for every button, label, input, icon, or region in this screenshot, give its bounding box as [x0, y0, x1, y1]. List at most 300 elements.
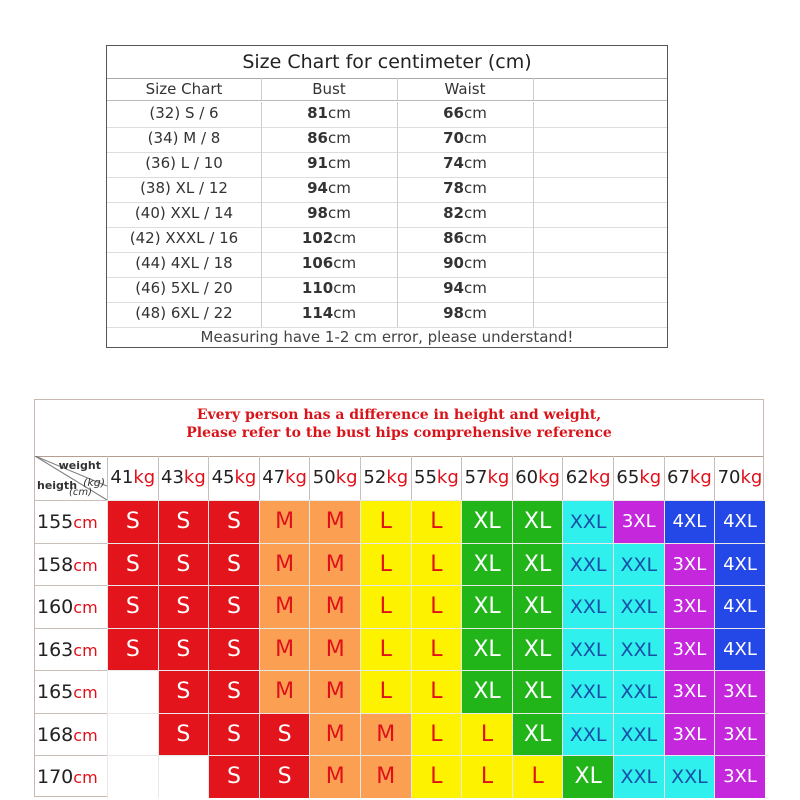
- height-header-cell: [35, 585, 107, 628]
- weight-unit: kg: [183, 467, 206, 488]
- size-label: 4XL: [723, 596, 757, 617]
- height-header-cell: [35, 543, 107, 586]
- weight-unit: kg: [689, 467, 712, 488]
- size-cell: [461, 755, 512, 798]
- measuring-note: Measuring have 1-2 cm error, please understand!: [200, 328, 574, 346]
- size-cell: [107, 543, 158, 586]
- size-chart-cm-table: [106, 45, 668, 348]
- size-cell: [613, 755, 664, 798]
- table-row: [107, 202, 667, 228]
- waist-cell: [397, 252, 534, 277]
- corner-cm-label: (cm): [69, 487, 93, 498]
- size-label: M: [275, 594, 295, 619]
- size-label: L: [480, 764, 494, 789]
- size-label: L: [531, 764, 544, 789]
- size-cell: [512, 755, 563, 798]
- notice-banner: [35, 400, 763, 457]
- size-label-cell: (40) XXL / 14: [107, 202, 262, 227]
- weight-value: 41: [110, 467, 134, 488]
- waist-cell: [397, 277, 534, 302]
- size-cell: [613, 585, 664, 628]
- size-label-cell: (48) 6XL / 22: [107, 302, 262, 327]
- weight-header-cell: [309, 456, 360, 500]
- size-label: M: [275, 636, 295, 662]
- size-cell: [562, 628, 613, 671]
- size-label: M: [275, 509, 295, 534]
- size-label: 3XL: [672, 723, 707, 745]
- size-label: XL: [473, 594, 501, 619]
- size-label: S: [176, 636, 191, 662]
- size-cell: [411, 543, 462, 586]
- corner-kg-label: (kg): [83, 476, 105, 489]
- waist-value: 86: [443, 229, 464, 247]
- header-empty: [533, 78, 668, 100]
- size-cell: [158, 500, 209, 543]
- empty-cell: [533, 202, 668, 227]
- size-label: XL: [473, 509, 501, 534]
- waist-value: 70: [443, 129, 464, 147]
- table-row: [107, 127, 667, 153]
- table-row: [107, 277, 667, 303]
- table-row: [107, 152, 667, 178]
- waist-value: 98: [443, 304, 464, 322]
- bust-unit: cm: [328, 104, 351, 122]
- waist-cell: [397, 177, 534, 202]
- bust-unit: cm: [333, 304, 357, 322]
- waist-value: 82: [443, 204, 464, 222]
- size-cell: [309, 755, 360, 798]
- waist-unit: cm: [464, 154, 487, 172]
- weight-value: 47: [262, 467, 286, 488]
- size-cell: [664, 543, 715, 586]
- weight-value: 50: [312, 467, 336, 488]
- size-label-cell: (32) S / 6: [107, 102, 262, 127]
- size-cell: [411, 500, 462, 543]
- size-cell: [360, 500, 411, 543]
- height-unit: cm: [73, 513, 98, 532]
- size-cell: [259, 713, 310, 756]
- size-label: 3XL: [672, 596, 707, 617]
- size-label: S: [227, 721, 241, 747]
- waist-cell: [397, 127, 534, 152]
- size-label: S: [227, 764, 241, 789]
- weight-unit: kg: [436, 467, 459, 488]
- height-header-cell: [35, 755, 107, 798]
- weight-unit: kg: [588, 467, 611, 488]
- bust-cell: [261, 302, 398, 327]
- size-cell: [714, 670, 765, 713]
- corner-weight-label: weight: [58, 459, 101, 472]
- size-label: L: [379, 551, 392, 577]
- size-label: XL: [473, 551, 501, 577]
- size-label: M: [275, 679, 295, 704]
- size-cell: [461, 670, 512, 713]
- size-label: S: [176, 721, 191, 747]
- bust-value: 106: [301, 254, 334, 272]
- size-cell: [107, 670, 158, 713]
- height-value: 163: [37, 638, 74, 661]
- size-label: XXL: [569, 723, 607, 746]
- size-label: L: [430, 764, 443, 789]
- size-cell: [360, 585, 411, 628]
- size-cell: [158, 713, 209, 756]
- weight-value: 43: [161, 467, 184, 488]
- weight-value: 70: [717, 467, 741, 488]
- size-cell: [512, 500, 563, 543]
- waist-unit: cm: [464, 229, 487, 247]
- bust-cell: [261, 202, 398, 227]
- size-cell: [613, 500, 664, 543]
- size-label: XL: [523, 551, 552, 577]
- size-cell: [259, 585, 310, 628]
- size-label: S: [277, 764, 292, 789]
- size-label: 4XL: [672, 511, 707, 532]
- height-unit: cm: [73, 683, 98, 702]
- weight-unit: kg: [234, 467, 257, 488]
- size-cell: [562, 670, 613, 713]
- weight-unit: kg: [133, 467, 156, 488]
- size-label: XXL: [620, 553, 658, 576]
- size-label: M: [275, 551, 295, 577]
- size-cell: [461, 543, 512, 586]
- height-header-cell: [35, 500, 107, 543]
- bust-unit: cm: [333, 229, 357, 247]
- size-label: 3XL: [672, 553, 707, 575]
- weight-value: 62: [565, 467, 589, 488]
- waist-value: 74: [443, 154, 464, 172]
- size-cell: [107, 500, 158, 543]
- size-label: XXL: [620, 596, 658, 618]
- bust-unit: cm: [328, 154, 351, 172]
- bust-value: 98: [307, 204, 328, 222]
- size-cell: [714, 543, 765, 586]
- size-cell: [158, 755, 209, 798]
- corner-height-label: heigth: [37, 479, 78, 492]
- size-label: XXL: [671, 766, 708, 788]
- size-cell: [664, 755, 715, 798]
- size-cell: [411, 713, 462, 756]
- bust-cell: [261, 127, 398, 152]
- size-label: S: [176, 509, 191, 534]
- size-cell: [714, 500, 765, 543]
- size-cell: [208, 543, 259, 586]
- size-label: 3XL: [723, 766, 757, 787]
- size-cell: [259, 670, 310, 713]
- waist-cell: [397, 227, 534, 252]
- size-label: 3XL: [723, 681, 757, 702]
- size-label: 3XL: [672, 681, 707, 702]
- size-label: S: [227, 679, 241, 704]
- weight-header-cell: [512, 456, 563, 500]
- size-label: L: [379, 679, 392, 704]
- size-label: 4XL: [723, 511, 757, 532]
- weight-unit: kg: [386, 467, 409, 488]
- height-unit: cm: [73, 598, 98, 617]
- size-cell: [208, 670, 259, 713]
- size-cell: [461, 713, 512, 756]
- table-row: [107, 177, 667, 203]
- weight-unit: kg: [538, 467, 560, 488]
- empty-cell: [533, 177, 668, 202]
- size-cell: [411, 585, 462, 628]
- size-cell: [664, 585, 715, 628]
- weight-header-cell: [461, 456, 512, 500]
- size-cell: [562, 543, 613, 586]
- size-cell: [208, 500, 259, 543]
- size-cell: [714, 755, 765, 798]
- size-label: L: [480, 721, 494, 747]
- size-label: S: [176, 679, 191, 704]
- weight-unit: kg: [285, 467, 307, 488]
- size-label: S: [125, 551, 140, 577]
- height-weight-size-table: [34, 399, 764, 797]
- size-cell: [259, 543, 310, 586]
- size-label-cell: (36) L / 10: [107, 152, 262, 177]
- size-cell: [208, 755, 259, 798]
- size-cell: [411, 628, 462, 671]
- size-cell: [208, 628, 259, 671]
- size-cell: [309, 713, 360, 756]
- size-cell: [512, 628, 563, 671]
- size-label: XXL: [569, 596, 607, 618]
- waist-unit: cm: [464, 204, 487, 222]
- height-header-cell: [35, 670, 107, 713]
- waist-cell: [397, 302, 534, 327]
- waist-value: 66: [443, 104, 464, 122]
- weight-value: 45: [211, 467, 235, 488]
- weight-header-cell: [360, 456, 411, 500]
- weight-value: 55: [414, 467, 437, 488]
- size-label-cell: (34) M / 8: [107, 127, 262, 152]
- size-label: XXL: [620, 766, 658, 788]
- size-label: 3XL: [621, 511, 656, 532]
- size-label: L: [430, 509, 443, 534]
- bust-unit: cm: [328, 129, 351, 147]
- size-label: 3XL: [672, 638, 707, 660]
- table-row: [107, 302, 667, 328]
- size-cell: [107, 585, 158, 628]
- size-cell: [107, 713, 158, 756]
- size-cell: [562, 500, 613, 543]
- waist-unit: cm: [464, 279, 487, 297]
- size-cell: [613, 543, 664, 586]
- size-label: XXL: [569, 553, 607, 576]
- size-cell: [360, 755, 411, 798]
- size-cell: [714, 713, 765, 756]
- size-label: L: [430, 721, 443, 747]
- height-value: 155: [37, 511, 74, 533]
- size-label: XL: [523, 509, 552, 534]
- size-cell: [461, 585, 512, 628]
- size-label: S: [176, 551, 191, 577]
- bust-cell: [261, 102, 398, 127]
- bust-unit: cm: [333, 254, 357, 272]
- notice-line-2: Please refer to the bust hips comprehensive reference: [186, 425, 612, 441]
- size-cell: [208, 713, 259, 756]
- size-cell: [360, 713, 411, 756]
- bust-value: 91: [307, 154, 328, 172]
- height-value: 165: [37, 681, 74, 703]
- waist-cell: [397, 202, 534, 227]
- notice-line-1: Every person has a difference in height and weight,: [196, 407, 602, 423]
- size-cell: [158, 543, 209, 586]
- size-label: S: [125, 509, 140, 534]
- size-cell: [309, 585, 360, 628]
- size-cell: [360, 628, 411, 671]
- size-label: XL: [523, 594, 552, 619]
- size-cell: [714, 628, 765, 671]
- size-cell: [613, 713, 664, 756]
- empty-cell: [533, 252, 668, 277]
- size-label: M: [376, 721, 396, 747]
- height-unit: cm: [73, 725, 98, 745]
- size-cell: [461, 500, 512, 543]
- size-cell: [309, 543, 360, 586]
- header-waist: Waist: [397, 78, 534, 100]
- size-cell: [714, 585, 765, 628]
- weight-value: 67: [667, 467, 690, 488]
- size-cell: [309, 628, 360, 671]
- table-row: [107, 252, 667, 278]
- size-label: S: [227, 509, 241, 534]
- weight-header-cell: [411, 456, 462, 500]
- table-row: [107, 227, 667, 253]
- waist-cell: [397, 152, 534, 177]
- size-cell: [562, 585, 613, 628]
- height-unit: cm: [73, 640, 98, 660]
- weight-header-cell: [613, 456, 664, 500]
- size-label: L: [379, 636, 392, 662]
- size-label-cell: (42) XXXL / 16: [107, 227, 262, 252]
- size-cell: [360, 543, 411, 586]
- size-cell: [562, 713, 613, 756]
- size-label-cell: (38) XL / 12: [107, 177, 262, 202]
- size-cell: [158, 628, 209, 671]
- size-label: L: [430, 551, 443, 577]
- height-value: 168: [37, 723, 74, 746]
- size-cell: [360, 670, 411, 713]
- size-label-cell: (44) 4XL / 18: [107, 252, 262, 277]
- weight-value: 57: [464, 467, 488, 488]
- size-cell: [512, 543, 563, 586]
- size-label: L: [379, 509, 392, 534]
- height-value: 158: [37, 553, 74, 576]
- size-cell: [664, 500, 715, 543]
- size-cell: [562, 755, 613, 798]
- bust-value: 86: [307, 129, 328, 147]
- height-header-cell: [35, 713, 107, 756]
- size-label: 4XL: [723, 638, 757, 660]
- waist-unit: cm: [464, 104, 487, 122]
- size-label: XXL: [569, 681, 607, 703]
- bust-value: 81: [307, 104, 328, 122]
- size-label: M: [325, 551, 345, 577]
- height-unit: cm: [73, 768, 98, 787]
- weight-header-cell: [158, 456, 209, 500]
- size-cell: [664, 670, 715, 713]
- size-label: M: [325, 509, 345, 534]
- size-cell: [613, 670, 664, 713]
- weight-header-cell: [664, 456, 715, 500]
- size-cell: [411, 670, 462, 713]
- size-label: XL: [523, 679, 552, 704]
- size-cell: [664, 713, 715, 756]
- height-unit: cm: [73, 555, 98, 575]
- size-label: XL: [473, 679, 501, 704]
- waist-cell: [397, 102, 534, 127]
- bust-value: 102: [301, 229, 334, 247]
- waist-value: 78: [443, 179, 464, 197]
- bust-value: 110: [301, 279, 334, 297]
- weight-header-cell: [259, 456, 310, 500]
- empty-cell: [533, 227, 668, 252]
- size-cell: [613, 628, 664, 671]
- waist-unit: cm: [464, 129, 487, 147]
- weight-unit: kg: [639, 467, 662, 488]
- bust-unit: cm: [328, 204, 351, 222]
- size-label: L: [430, 679, 443, 704]
- size-label: 4XL: [723, 553, 757, 575]
- size-label: L: [430, 594, 443, 619]
- corner-header-cell: [35, 456, 107, 500]
- size-label: S: [125, 636, 140, 662]
- bust-cell: [261, 277, 398, 302]
- size-cell: [259, 628, 310, 671]
- weight-header-cell: [562, 456, 613, 500]
- size-cell: [512, 670, 563, 713]
- size-label: S: [227, 636, 241, 662]
- size-chart-header-row: [107, 78, 667, 101]
- size-cell: [664, 628, 715, 671]
- height-value: 160: [37, 596, 74, 618]
- bust-unit: cm: [328, 179, 351, 197]
- size-label: XXL: [620, 681, 658, 703]
- weight-header-cell: [107, 456, 158, 500]
- size-label: M: [325, 636, 345, 662]
- size-label: XXL: [569, 511, 607, 533]
- waist-unit: cm: [464, 179, 487, 197]
- size-label: 3XL: [723, 723, 757, 745]
- weight-header-cell: [714, 456, 765, 500]
- bust-cell: [261, 252, 398, 277]
- size-label: XL: [523, 721, 552, 747]
- empty-cell: [533, 102, 668, 127]
- size-cell: [512, 713, 563, 756]
- size-label: L: [430, 636, 443, 662]
- weight-header-cell: [208, 456, 259, 500]
- weight-value: 52: [363, 467, 387, 488]
- height-header-cell: [35, 628, 107, 671]
- header-size-chart: Size Chart: [107, 78, 262, 100]
- weight-value: 60: [515, 467, 539, 488]
- bust-cell: [261, 177, 398, 202]
- empty-cell: [533, 152, 668, 177]
- size-label: M: [325, 679, 345, 704]
- size-label: XXL: [569, 638, 607, 661]
- size-cell: [259, 755, 310, 798]
- height-value: 170: [37, 766, 74, 788]
- header-bust: Bust: [261, 78, 398, 100]
- size-label: M: [376, 764, 396, 789]
- size-cell: [208, 585, 259, 628]
- size-cell: [259, 500, 310, 543]
- size-label: XXL: [620, 638, 658, 661]
- size-label: M: [325, 594, 345, 619]
- waist-unit: cm: [464, 304, 487, 322]
- bust-cell: [261, 152, 398, 177]
- table-row: [107, 102, 667, 128]
- bust-value: 94: [307, 179, 328, 197]
